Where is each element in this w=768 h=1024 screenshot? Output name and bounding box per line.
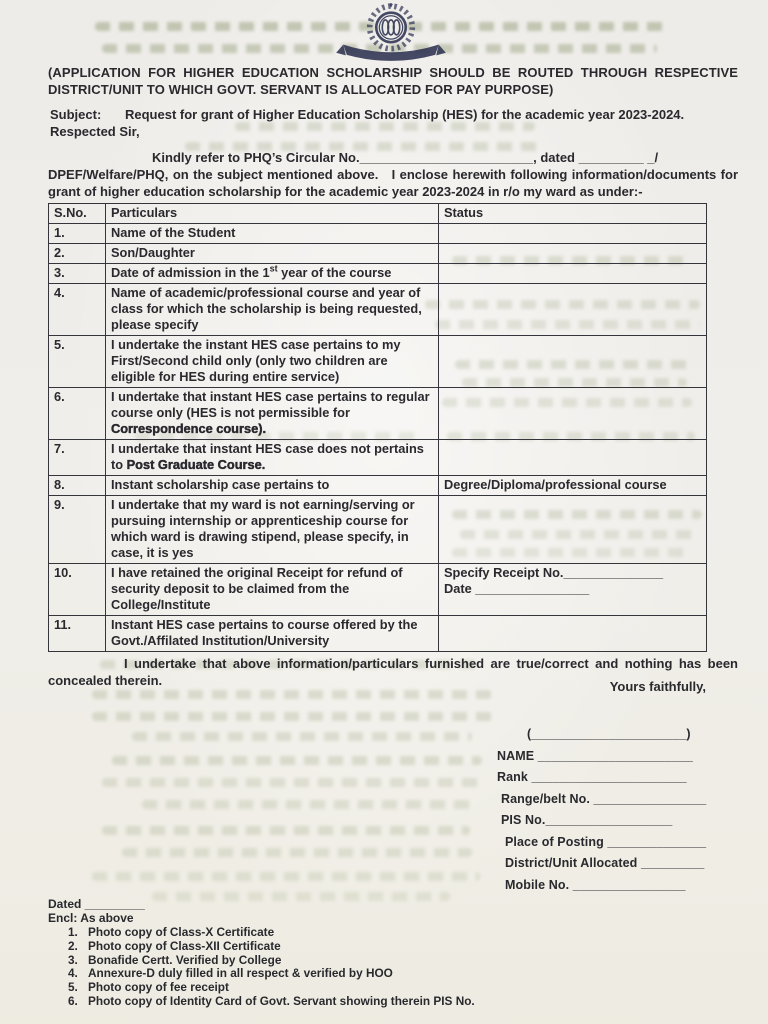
header-particulars: Particulars — [106, 204, 439, 224]
cell-status — [439, 440, 707, 476]
table-row — [49, 224, 707, 244]
cell-status: Specify Receipt No.______________ Date ________________ — [439, 564, 707, 616]
dated-blank: _________ — [578, 150, 644, 165]
bleed-through-line — [132, 732, 472, 741]
dated-label: , dated — [533, 150, 579, 165]
enclosure-heading: Encl: As above — [48, 911, 134, 925]
subject-label: Subject: — [50, 107, 102, 122]
cell-status — [439, 336, 707, 388]
bleed-through-line — [92, 872, 480, 881]
cell-sno: 1. — [49, 224, 106, 244]
table-row — [49, 476, 707, 496]
enclosure-item: 6. Photo copy of Identity Card of Govt. Servant showing therein PIS No. — [68, 993, 475, 1008]
cell-sno: 6. — [49, 388, 106, 440]
subject-row — [50, 106, 768, 123]
dated-line: Dated _________ — [48, 897, 145, 911]
closing-valediction: Yours faithfully, — [609, 679, 706, 694]
cell-status — [439, 496, 707, 564]
enclosure-list — [48, 926, 708, 1009]
reference-pre: Kindly refer to PHQ’s Circular No. — [152, 150, 360, 165]
cell-particulars: I undertake the instant HES case pertains to my First/Second child only (only two children are eligible for HES during entire service) — [106, 336, 439, 388]
signature-field: Mobile No. ________________ — [505, 877, 686, 892]
cell-sno: 2. — [49, 244, 106, 264]
cell-particulars: I have retained the original Receipt for refund of security deposit to be claimed from the College/Institute — [106, 564, 439, 616]
cell-particulars: I undertake that my ward is not earning/serving or pursuing internship or apprenticeship course for which ward is drawing stipend, please specify, in case, it is yes — [106, 496, 439, 564]
bleed-through-line — [142, 800, 472, 809]
table-row — [49, 616, 707, 652]
cell-particulars: Instant scholarship case pertains to — [106, 476, 439, 496]
salutation: Respected Sir, — [50, 124, 140, 139]
cell-sno: 11. — [49, 616, 106, 652]
bleed-through-line — [102, 826, 470, 835]
police-emblem-logo — [325, 3, 457, 62]
enclosure-item: 4. Annexure-D duly filled in all respect & verified by HOO — [68, 966, 393, 981]
table-row — [49, 440, 707, 476]
enclosure-item: 3. Bonafide Certt. Verified by College — [68, 952, 282, 967]
cell-sno: 3. — [49, 264, 106, 284]
signature-field: (______________________) — [527, 727, 691, 741]
table-row — [49, 496, 707, 564]
hes-table-body — [49, 224, 707, 652]
cell-particulars: I undertake that instant HES case does not pertains to Post Graduate Course. — [106, 440, 439, 476]
enclosure-item: 2. Photo copy of Class-XII Certificate — [68, 938, 281, 953]
cell-status — [439, 264, 707, 284]
footer — [48, 897, 708, 1009]
table-row — [49, 264, 707, 284]
table-row — [49, 388, 707, 440]
cell-status — [439, 224, 707, 244]
cell-sno: 8. — [49, 476, 106, 496]
bleed-through-line — [112, 756, 482, 765]
cell-status — [439, 244, 707, 264]
table-header-row — [49, 204, 707, 224]
bleed-through-line — [102, 778, 480, 787]
hes-particulars-table — [48, 203, 707, 652]
cell-particulars: Son/Daughter — [106, 244, 439, 264]
header-status: Status — [439, 204, 707, 224]
signature-field: NAME ______________________ — [497, 748, 693, 763]
cell-status — [439, 388, 707, 440]
table-row — [49, 284, 707, 336]
circular-no-blank: ________________________ — [359, 150, 534, 165]
table-row — [49, 336, 707, 388]
enclosure-item: 1. Photo copy of Class-X Certificate — [68, 925, 275, 939]
signature-field: Rank ______________________ — [497, 770, 687, 784]
cell-particulars: Name of the Student — [106, 224, 439, 244]
signature-field: Range/belt No. ________________ — [501, 791, 707, 806]
bleed-through-line — [92, 690, 492, 699]
signature-field: PIS No.__________________ — [501, 813, 673, 827]
cell-sno: 9. — [49, 496, 106, 564]
cell-status — [439, 284, 707, 336]
reference-slash: _/ — [643, 150, 659, 165]
signature-block — [497, 724, 715, 896]
routing-note: (APPLICATION FOR HIGHER EDUCATION SCHOLARSHIP SHOULD BE ROUTED THROUGH RESPECTIVE DISTRICT/UNIT TO WHICH GOVT. SERVANT IS ALLOCATED FOR PAY PURPOSE) — [48, 65, 738, 97]
cell-status — [439, 616, 707, 652]
cell-particulars: Date of admission in the 1st year of the course — [106, 264, 439, 284]
cell-particulars: I undertake that instant HES case pertains to regular course only (HES is not permissible for Correspondence course). — [106, 388, 439, 440]
reference-line — [48, 149, 768, 166]
cell-sno: 7. — [49, 440, 106, 476]
cell-status: Degree/Diploma/professional course — [439, 476, 707, 496]
bleed-through-line — [122, 848, 472, 857]
cell-particulars: Name of academic/professional course and year of class for which the scholarship is being requested, please specify — [106, 284, 439, 336]
cell-particulars: Instant HES case pertains to course offered by the Govt./Affilated Institution/University — [106, 616, 439, 652]
signature-field: District/Unit Allocated _________ — [505, 856, 705, 870]
header-sno: S.No. — [49, 204, 106, 224]
undertaking-paragraph: I undertake that above information/particulars furnished are true/correct and nothing has been concealed therein. — [48, 656, 738, 688]
enclosure-item: 5. Photo copy of fee receipt — [68, 980, 229, 995]
signature-field: Place of Posting ______________ — [505, 834, 707, 849]
bleed-through-line — [92, 712, 492, 721]
cell-sno: 4. — [49, 284, 106, 336]
table-row — [49, 564, 707, 616]
cell-sno: 10. — [49, 564, 106, 616]
subject-text: Request for grant of Higher Education Scholarship (HES) for the academic year 2023-2024. — [125, 107, 685, 122]
cell-sno: 5. — [49, 336, 106, 388]
reference-paragraph: DPEF/Welfare/PHQ, on the subject mentioned above. I enclose herewith following information/documents for grant of higher education scholarship for the academic year 2023-2024 in r/o my ward as under:- — [48, 167, 738, 199]
table-row — [49, 244, 707, 264]
